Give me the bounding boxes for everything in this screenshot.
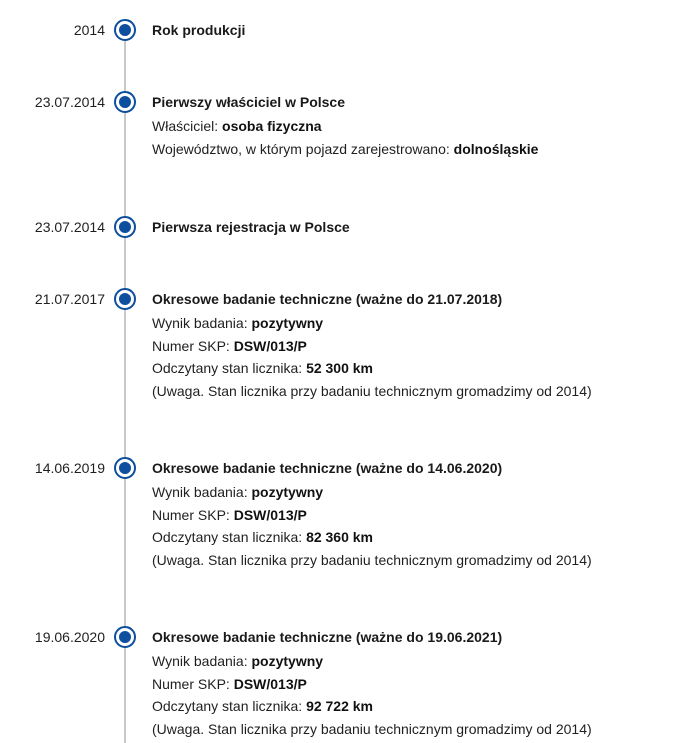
result-label: Wynik badania: <box>152 484 252 500</box>
entry-title: Okresowe badanie techniczne (ważne do 19.06.2021) <box>152 629 503 645</box>
result-value: pozytywny <box>251 484 324 500</box>
result-label: Wynik badania: <box>152 653 252 669</box>
skp-label: Numer SKP: <box>152 337 234 354</box>
skp-row <box>152 673 592 696</box>
entry-details <box>152 312 592 402</box>
result-row <box>152 650 592 673</box>
entry-date: 21.07.2017 <box>34 291 105 307</box>
result-row <box>152 481 592 504</box>
region-value: dolnośląskie <box>453 140 539 157</box>
entry-title: Pierwsza rejestracja w Polsce <box>152 219 350 235</box>
odometer-value: 92 722 km <box>306 698 374 714</box>
odometer-label: Odczytany stan licznika: <box>152 360 307 376</box>
entry-title: Pierwszy właściciel w Polsce <box>152 94 345 110</box>
result-value: pozytywny <box>251 315 324 331</box>
timeline-dot-icon <box>114 288 136 310</box>
odometer-label: Odczytany stan licznika: <box>152 698 307 714</box>
odometer-note: (Uwaga. Stan licznika przy badaniu technicznym gromadzimy od 2014) <box>152 382 592 399</box>
skp-row <box>152 504 592 527</box>
timeline-dot-icon <box>114 91 136 113</box>
result-row <box>152 312 592 335</box>
timeline-dot-icon <box>114 216 136 238</box>
timeline-dot-icon <box>114 457 136 479</box>
odometer-note: (Uwaga. Stan licznika przy badaniu technicznym gromadzimy od 2014) <box>152 551 592 568</box>
odometer-row <box>152 357 592 380</box>
timeline-dot-icon <box>114 19 136 41</box>
odometer-note: (Uwaga. Stan licznika przy badaniu technicznym gromadzimy od 2014) <box>152 720 592 737</box>
skp-value: DSW/013/P <box>233 675 307 692</box>
entry-details <box>152 650 592 740</box>
entry-date: 23.07.2014 <box>34 219 105 235</box>
odometer-row <box>152 526 592 549</box>
skp-value: DSW/013/P <box>233 337 307 354</box>
timeline-dot-icon <box>114 626 136 648</box>
entry-title: Okresowe badanie techniczne (ważne do 14.06.2020) <box>152 460 503 476</box>
skp-row <box>152 335 592 358</box>
entry-date: 2014 <box>73 22 105 38</box>
result-label: Wynik badania: <box>152 315 252 331</box>
entry-details <box>152 115 538 160</box>
odometer-value: 82 360 km <box>306 529 374 545</box>
result-value: pozytywny <box>251 653 324 669</box>
entry-details <box>152 481 592 571</box>
region-label: Województwo, w którym pojazd zarejestrowano: <box>152 140 454 157</box>
odometer-label: Odczytany stan licznika: <box>152 529 307 545</box>
odometer-row <box>152 695 592 718</box>
entry-date: 23.07.2014 <box>34 94 105 110</box>
region-row <box>152 138 538 161</box>
odometer-value: 52 300 km <box>306 360 374 376</box>
skp-label: Numer SKP: <box>152 506 234 523</box>
owner-row <box>152 115 538 138</box>
entry-date: 19.06.2020 <box>34 629 105 645</box>
owner-value: osoba fizyczna <box>222 118 322 134</box>
skp-value: DSW/013/P <box>233 506 307 523</box>
owner-label: Właściciel: <box>152 118 223 134</box>
entry-title: Okresowe badanie techniczne (ważne do 21.07.2018) <box>152 291 503 307</box>
entry-date: 14.06.2019 <box>34 460 105 476</box>
entry-title: Rok produkcji <box>152 22 246 38</box>
skp-label: Numer SKP: <box>152 675 234 692</box>
